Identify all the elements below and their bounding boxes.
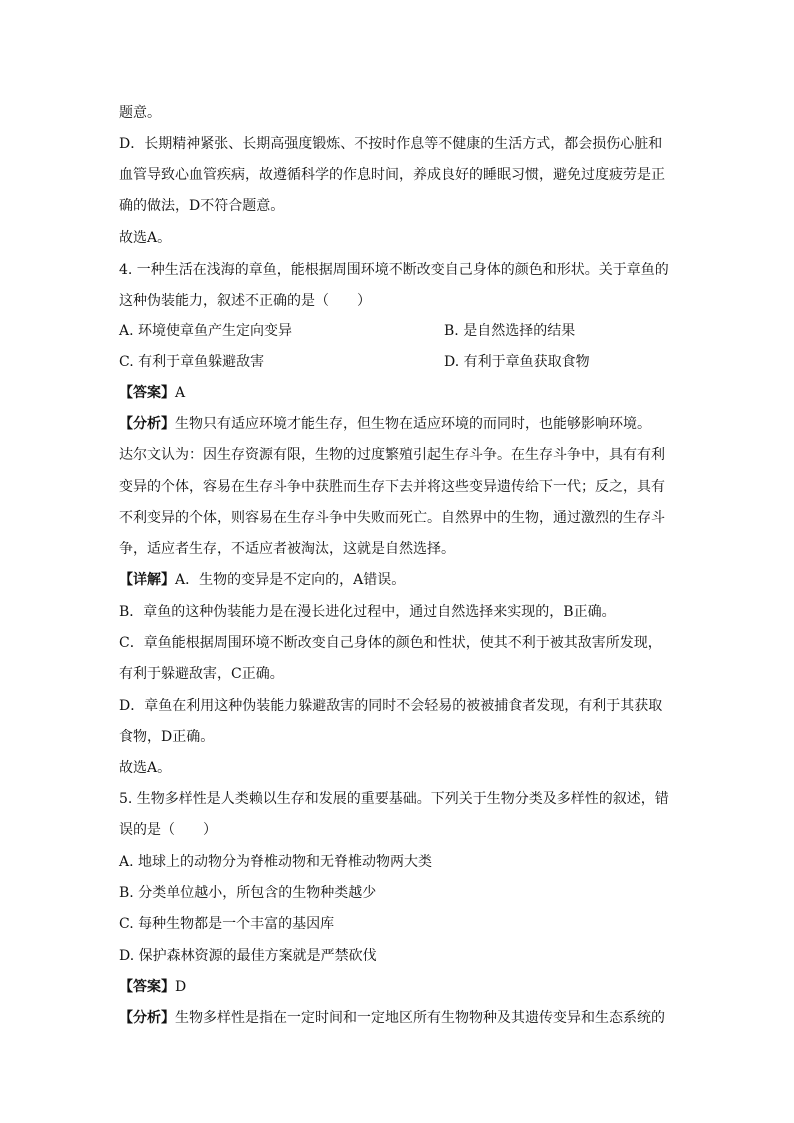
analysis-tag: 【分析】 [119,1010,175,1026]
detail-tag: 【详解】 [119,572,175,588]
q5-option-d: D. 保护森林资源的最佳方案就是严禁砍伐 [119,948,377,964]
q4-detail-line: 有利于躲避敌害，C正确。 [119,666,284,682]
explanation-line: D．长期精神紧张、长期高强度锻炼、不按时作息等不健康的生活方式，都会损伤心脏和 [119,136,663,152]
q4-option-b: B. 是自然选择的结果 [444,323,576,339]
q4-stem-line: 4. 一种生活在浅海的章鱼，能根据周围环境不断改变自己身体的颜色和形状。关于章鱼的 [119,262,669,278]
q4-option-a: A. 环境使章鱼产生定向变异 [119,323,293,339]
q5-option-a: A. 地球上的动物分为脊椎动物和无脊椎动物两大类 [119,854,433,870]
q4-option-c: C. 有利于章鱼躲避敌害 [119,354,265,370]
q4-conclusion: 故选A。 [119,760,172,776]
answer-value: A [175,385,186,401]
analysis-tag: 【分析】 [119,416,175,432]
q4-analysis-line: 不利变异的个体，则容易在生存斗争中失败而死亡。自然界中的生物，通过激烈的生存斗 [119,510,665,526]
q4-detail-line: C．章鱼能根据周围环境不断改变自己身体的颜色和性状，使其不利于被其敌害所发现， [119,635,662,651]
q4-analysis-line: 变异的个体，容易在生存斗争中获胜而生存下去并将这些变异遗传给下一代；反之，具有 [119,479,665,495]
q5-option-b: B. 分类单位越小，所包含的生物种类越少 [119,885,377,901]
q5-answer [119,978,186,996]
q4-detail-line: D．章鱼在利用这种伪装能力躲避敌害的同时不会轻易的被被捕食者发现，有利于其获取 [119,698,663,714]
q4-stem-line: 这种伪装能力，叙述不正确的是（ ） [119,293,371,309]
q4-detail-line: 食物，D正确。 [119,729,215,745]
q4-detail-line [119,571,405,589]
q4-analysis-line: 争，适应者生存，不适应者被淘汰，这就是自然选择。 [119,541,455,557]
detail-text: A．生物的变异是不定向的，A错误。 [175,572,406,588]
q4-detail-line: B．章鱼的这种伪装能力是在漫长进化过程中，通过自然选择来实现的，B正确。 [119,604,616,620]
q5-stem-line: 5. 生物多样性是人类赖以生存和发展的重要基础。下列关于生物分类及多样性的叙述，错 [119,791,669,807]
explanation-line: 确的做法，D不符合题意。 [119,198,285,214]
answer-tag: 【答案】 [119,979,175,995]
q4-option-d: D. 有利于章鱼获取食物 [444,354,590,370]
q4-answer [119,384,185,402]
q4-analysis-line [119,415,651,433]
analysis-text: 生物只有适应环境才能生存，但生物在适应环境的而同时，也能够影响环境。 [175,416,651,432]
prev-answer-tail: 题意。 [119,105,161,121]
q5-stem-line: 误的是（ ） [119,822,217,838]
analysis-text: 生物多样性是指在一定时间和一定地区所有生物物种及其遗传变异和生态系统的 [175,1010,665,1026]
answer-value: D [175,979,187,995]
q4-analysis-line: 达尔文认为：因生存资源有限，生物的过度繁殖引起生存斗争。在生存斗争中，具有有利 [119,447,665,463]
answer-tag: 【答案】 [119,385,175,401]
q5-option-c: C. 每种生物都是一个丰富的基因库 [119,916,335,932]
explanation-line: 血管导致心血管疾病，故遵循科学的作息时间，养成良好的睡眠习惯，避免过度疲劳是正 [119,167,665,183]
q5-analysis-line [119,1009,665,1027]
conclusion-line: 故选A。 [119,230,172,246]
